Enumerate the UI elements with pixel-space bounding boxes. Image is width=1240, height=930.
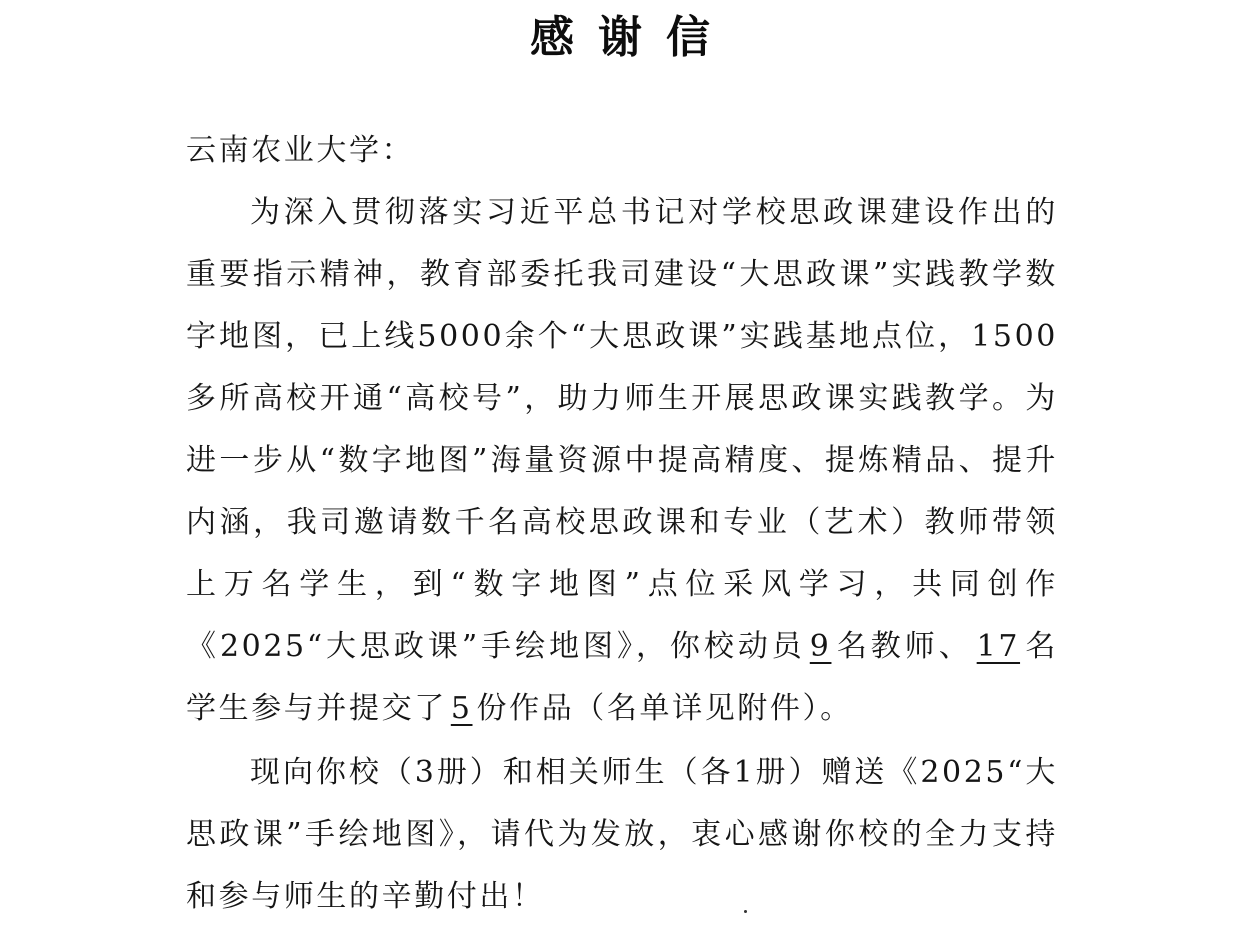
paragraph-1-text-d: 份作品（名单详见附件）。 — [476, 691, 853, 726]
paragraph-1-text-c: 名学生参与并提交了 — [186, 629, 1059, 726]
letter-body — [186, 120, 1058, 928]
paragraph-1-text-b: 名教师、 — [835, 629, 973, 664]
student-count: 17 — [976, 629, 1021, 664]
works-count: 5 — [450, 691, 473, 726]
paragraph-1-text-a: 为深入贯彻落实习近平总书记对学校思政课建设作出的重要指示精神，教育部委托我司建设“大思政课”实践教学数字地图，已上线5000余个“大思政课”实践基地点位，1500多所高校开通“高校号”，助力师生开展思政课实践教学。为进一步从“数字地图”海量资源中提高精度、提炼精品、提升内涵，我司邀请数千名高校思政课和专业（艺术）教师带领上万名学生，到“数字地图”点位采风学习，共同创作《2025“大思政课”手绘地图》，你校动员 — [186, 195, 1058, 664]
teacher-count: 9 — [809, 629, 832, 664]
salutation: 云南农业大学： — [186, 133, 415, 168]
paragraph-2: 现向你校（3册）和相关师生（各1册）赠送《2025“大思政课”手绘地图》，请代为发放，衷心感谢你校的全力支持和参与师生的辛勤付出！ — [186, 755, 1058, 914]
letter-title: 感谢信 — [530, 12, 734, 63]
paragraph-1 — [186, 182, 1058, 740]
scan-speck — [744, 910, 747, 913]
